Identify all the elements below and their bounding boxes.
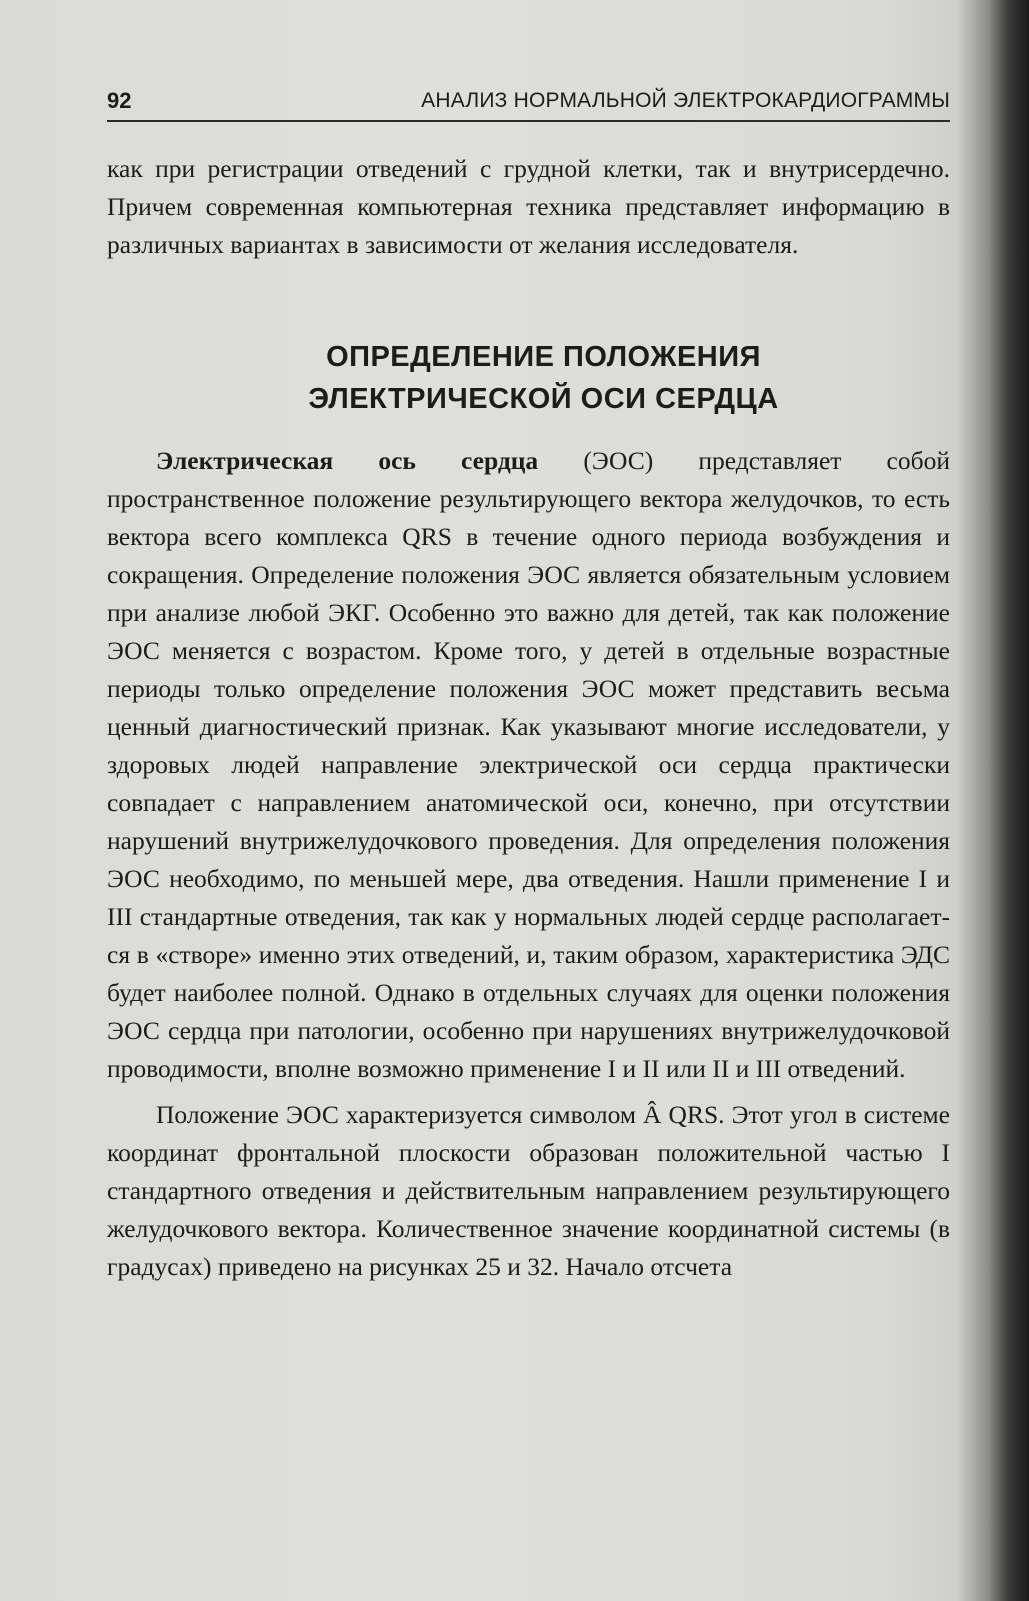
running-head: АНАЛИЗ НОРМАЛЬНОЙ ЭЛЕКТРОКАРДИОГРАММЫ (421, 89, 950, 112)
intro-paragraph: как при регистрации отведений с грудной клетки, так и внутрисердечно. Причем современная компьютерная техника представляет информацию в различных вариантах в зависимости от желания исследователя. (107, 154, 950, 259)
body-paragraph-2: Положение ЭОС характеризуется символом Â QRS. Этот угол в системе координат фронтальной плоскости образован положительной частью I стандартного отведения и действительным направлением результирующего желудочкового вектора. Количественное значение координатной системы (в градусах) приведено на рисунках 25 и 32. Начало отсчета (107, 1100, 950, 1281)
section-title (107, 336, 950, 420)
page-header (107, 86, 950, 122)
section-title-line-2: ЭЛЕКТРИЧЕСКОЙ ОСИ СЕРДЦА (308, 383, 779, 415)
bold-term: Электрическая ось сердца (156, 446, 539, 475)
page-number: 92 (107, 88, 132, 113)
paragraph-1-text: (ЭОС) представляет собой пространственное положение результирующего вектора желудочков, то есть вектора всего комплекса QRS в течение одного периода возбуждения и сокращения. Определение положения ЭОС является обязательным условием при анализе любой ЭКГ. Особенно это важно для детей, так как положение ЭОС меняется с возрастом. Кроме того, у детей в отдельные возрастные периоды только определение положения ЭОС может представить весьма ценный диагностический признак. Как указывают многие исследователи, у здоровых людей направление электрической оси сердца практически совпадает с направлением анатомической оси, конечно, при отсутствии нарушений внутрижелудочкового проведения. Для определения положения ЭОС необходимо, по меньшей мере, два отведения. Нашли применение I и III стандартные отведения, так как у нормальных людей сердце располагается в «створе» именно этих отведений, и, таким образом, характеристика ЭДС будет наиболее полной. Однако в отдельных случаях для оценки положения ЭОС сердца при патологии, особенно при нарушениях внутрижелудочковой проводимости, вполне возможно применение I и II или II и III отведений. (107, 446, 950, 1083)
page-body (107, 150, 950, 1286)
section-title-line-1: ОПРЕДЕЛЕНИЕ ПОЛОЖЕНИЯ (326, 341, 761, 373)
body-paragraph-1 (107, 442, 950, 1088)
